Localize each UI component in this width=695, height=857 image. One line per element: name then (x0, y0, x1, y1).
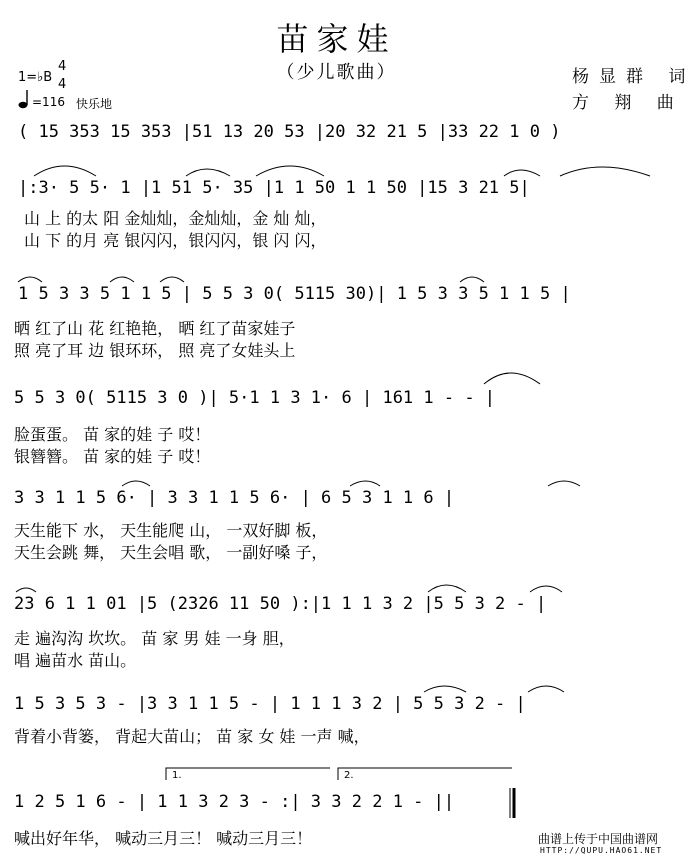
lyricist-credit: 杨显群 词 (572, 67, 695, 87)
score-row-6-notes: 23 6 1 1 01 |5 (2326 11 50 ):|1 1 1 3 2 |5 5 3 2 - | (14, 594, 547, 614)
lyric-row-5-verse-1: 天生能下 水， 天生能爬 山， 一双好脚 板， (14, 521, 328, 540)
lyric-row-8-verse-1: 喊出好年华， 喊动三月三！ 喊动三月三！ (14, 829, 313, 848)
quarter-note-icon (18, 88, 32, 110)
lyric-row-2-verse-2: 山 下 的月 亮 银闪闪，银闪闪，银 闪 闪， (24, 231, 327, 250)
score-row-8-notes: 1 2 5 1 6 - | 1 1 3 2 3 - :| 3 3 2 2 1 - || (14, 792, 455, 812)
score-row-3-notes: 1 5 3 3 5 1 1 5 | 5 5 3 0( 5115 30)| 1 5 3 3 5 1 1 5 | (18, 284, 571, 304)
mood-marking: 快乐地 (76, 97, 113, 111)
lyric-row-2-verse-1: 山 上 的太 阳 金灿灿，金灿灿，金 灿 灿， (24, 209, 327, 228)
lyric-row-3-verse-1: 晒 红了山 花 红艳艳， 晒 红了苗家娃子 (14, 319, 296, 338)
watermark-text: 曲谱上传于中国曲谱网 (538, 832, 659, 846)
volta-second-ending: 2. (344, 770, 354, 781)
key-signature: 1=♭B (18, 70, 53, 85)
lyric-row-6-verse-2: 唱 遍苗水 苗山。 (14, 651, 137, 670)
tempo-marking: =116 (32, 95, 65, 109)
score-row-4-notes: 5 5 3 0( 5115 3 0 )| 5·1 1 3 1· 6 | 161 1 - - | (14, 388, 496, 408)
lyric-row-4-verse-2: 银簪簪。 苗 家的娃 子 哎！ (14, 447, 211, 466)
volta-first-ending: 1. (172, 770, 182, 781)
watermark-url: HTTP://QUPU.HAO61.NET (540, 846, 663, 855)
song-subtitle: （少儿歌曲） (276, 62, 397, 83)
lyric-row-7-verse-1: 背着小背篓， 背起大苗山； 苗 家 女 娃 一声 喊， (14, 727, 370, 746)
song-title: 苗家娃 (276, 20, 397, 58)
score-row-7-notes: 1 5 3 5 3 - |3 3 1 1 5 - | 1 1 1 3 2 | 5 5 3 2 - | (14, 694, 526, 714)
lyric-row-3-verse-2: 照 亮了耳 边 银环环， 照 亮了女娃头上 (14, 341, 296, 360)
score-row-2-notes: |:3· 5 5· 1 |1 51 5· 35 |1 1 50 1 1 50 |15 3 21 5| (18, 178, 530, 198)
lyric-row-6-verse-1: 走 遍沟沟 坎坎。 苗 家 男 娃 一身 胆， (14, 629, 295, 648)
score-row-5-notes: 3 3 1 1 5 6· | 3 3 1 1 5 6· | 6 5 3 1 1 6 | (14, 488, 455, 508)
lyric-row-4-verse-1: 脸蛋蛋。 苗 家的娃 子 哎！ (14, 425, 211, 444)
composer-credit: 方 翔 曲 (572, 93, 684, 113)
lyric-row-5-verse-2: 天生会跳 舞， 天生会唱 歌， 一副好嗓 子， (14, 543, 328, 562)
time-signature-numerator: 4 (58, 59, 67, 74)
time-signature-denominator: 4 (58, 77, 67, 92)
score-row-1-notes: ( 15 353 15 353 |51 13 20 53 |20 32 21 5 |33 22 1 0 ) (18, 122, 561, 142)
